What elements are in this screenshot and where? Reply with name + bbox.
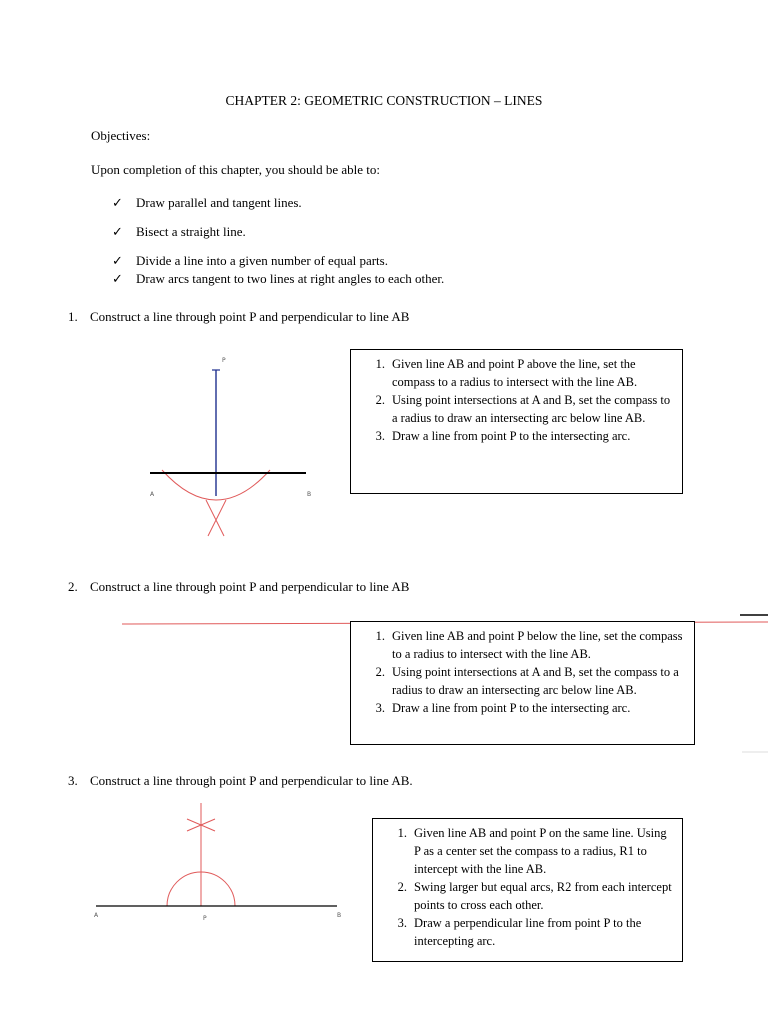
objective-text: Draw parallel and tangent lines.: [136, 195, 302, 210]
label-a: A: [94, 912, 99, 919]
step-number: 1.: [397, 826, 407, 840]
step-number: 3.: [375, 701, 385, 715]
objective-text: Divide a line into a given number of equal parts.: [136, 253, 388, 268]
step-item: [361, 663, 686, 699]
step-item: [383, 878, 674, 914]
step-text: Using point intersections at A and B, set the compass to a radius to draw an intersecting arc below line AB.: [392, 665, 679, 697]
step-number: 2.: [397, 880, 407, 894]
objective-text: Bisect a straight line.: [136, 224, 246, 239]
step-item: [361, 627, 686, 663]
check-icon: ✓: [112, 224, 123, 239]
step-item: [383, 914, 674, 950]
figure-3: [94, 803, 341, 922]
step-text: Given line AB and point P on the same line. Using P as a center set the compass to a radius, R1 to intercept with the line AB.: [414, 826, 667, 876]
step-item: [361, 427, 674, 445]
intersecting-arcs: [206, 500, 226, 536]
section-number: 1.: [68, 309, 78, 324]
step-text: Swing larger but equal arcs, R2 from each intercept points to cross each other.: [414, 880, 672, 912]
check-icon: ✓: [112, 271, 123, 286]
label-b: B: [307, 491, 312, 498]
step-item: [383, 824, 674, 878]
step-number: 2.: [375, 665, 385, 679]
step-item: [361, 699, 686, 717]
step-text: Draw a perpendicular line from point P to the intercepting arc.: [414, 916, 642, 948]
step-number: 3.: [397, 916, 407, 930]
step-number: 1.: [375, 629, 385, 643]
steps-list: [361, 355, 674, 445]
steps-list: [383, 824, 674, 950]
check-icon: ✓: [112, 195, 123, 210]
section-number: 3.: [68, 773, 78, 788]
step-text: Given line AB and point P above the line, set the compass to a radius to intersect with the line AB.: [392, 357, 638, 389]
section-number: 2.: [68, 579, 78, 594]
label-b: B: [337, 912, 342, 919]
steps-box: [372, 818, 683, 962]
step-number: 1.: [375, 357, 385, 371]
intro-text: Upon completion of this chapter, you should be able to:: [91, 162, 381, 177]
section-heading: [68, 773, 413, 789]
objectives-label: Objectives:: [91, 128, 151, 143]
step-item: [361, 355, 674, 391]
section-title: Construct a line through point P and perpendicular to line AB: [90, 309, 410, 324]
steps-box: [350, 349, 683, 494]
figure-1: [150, 357, 311, 536]
steps-list: [361, 627, 686, 717]
step-text: Given line AB and point P below the line, set the compass to a radius to intersect with the line AB.: [392, 629, 683, 661]
section-title: Construct a line through point P and perpendicular to line AB: [90, 579, 410, 594]
step-number: 2.: [375, 393, 385, 407]
check-icon: ✓: [112, 253, 123, 268]
label-p: P: [203, 915, 207, 922]
step-item: [361, 391, 674, 427]
section-title: Construct a line through point P and perpendicular to line AB.: [90, 773, 413, 788]
steps-box: [350, 621, 695, 745]
step-number: 3.: [375, 429, 385, 443]
label-a: A: [150, 491, 155, 498]
section-heading: [68, 579, 409, 595]
objective-text: Draw arcs tangent to two lines at right angles to each other.: [136, 271, 445, 286]
page-title: CHAPTER 2: GEOMETRIC CONSTRUCTION – LINES: [225, 93, 543, 108]
step-text: Draw a line from point P to the intersecting arc.: [392, 429, 631, 443]
step-text: Draw a line from point P to the intersecting arc.: [392, 701, 631, 715]
label-p: P: [222, 357, 226, 364]
step-text: Using point intersections at A and B, set the compass to a radius to draw an intersecting arc below line AB.: [392, 393, 671, 425]
